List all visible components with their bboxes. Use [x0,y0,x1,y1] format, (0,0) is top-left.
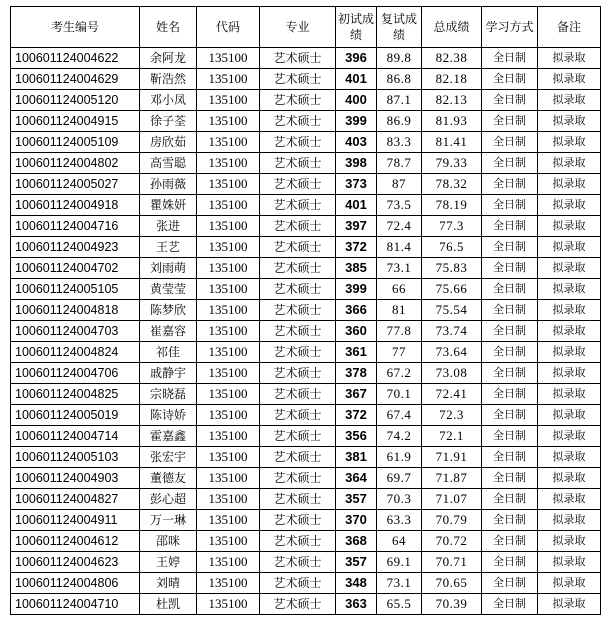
major-cell: 艺术硕士 [260,111,336,132]
table-row [11,531,601,552]
retest-score-cell: 61.9 [377,447,422,468]
total-score-cell: 82.13 [422,90,482,111]
study-mode-cell: 全日制 [482,573,538,594]
table-row [11,510,601,531]
major-cell: 艺术硕士 [260,90,336,111]
note-cell: 拟录取 [538,216,601,237]
note-cell: 拟录取 [538,132,601,153]
total-score-cell: 79.33 [422,153,482,174]
initial-score-cell: 368 [336,531,377,552]
study-mode-cell: 全日制 [482,594,538,615]
retest-score-cell: 66 [377,279,422,300]
note-cell: 拟录取 [538,426,601,447]
code-cell: 135100 [197,384,260,405]
table-row [11,237,601,258]
name-cell: 崔嘉容 [140,321,197,342]
header-retest-score: 复试成绩 [377,7,422,48]
code-cell: 135100 [197,531,260,552]
name-cell: 陈梦欣 [140,300,197,321]
major-cell: 艺术硕士 [260,258,336,279]
code-cell: 135100 [197,594,260,615]
note-cell: 拟录取 [538,510,601,531]
table-row [11,342,601,363]
note-cell: 拟录取 [538,468,601,489]
initial-score-cell: 357 [336,489,377,510]
initial-score-cell: 399 [336,279,377,300]
major-cell: 艺术硕士 [260,195,336,216]
name-cell: 董德友 [140,468,197,489]
exam-id-cell: 100601124004714 [11,426,140,447]
table-row [11,594,601,615]
note-cell: 拟录取 [538,363,601,384]
name-cell: 祁佳 [140,342,197,363]
table-row [11,384,601,405]
major-cell: 艺术硕士 [260,279,336,300]
initial-score-cell: 401 [336,195,377,216]
study-mode-cell: 全日制 [482,510,538,531]
total-score-cell: 75.66 [422,279,482,300]
major-cell: 艺术硕士 [260,447,336,468]
header-initial-score: 初试成绩 [336,7,377,48]
total-score-cell: 70.39 [422,594,482,615]
name-cell: 张进 [140,216,197,237]
name-cell: 徐子荃 [140,111,197,132]
total-score-cell: 82.38 [422,48,482,69]
initial-score-cell: 370 [336,510,377,531]
total-score-cell: 81.93 [422,111,482,132]
initial-score-cell: 401 [336,69,377,90]
code-cell: 135100 [197,132,260,153]
retest-score-cell: 72.4 [377,216,422,237]
header-row [11,7,601,48]
major-cell: 艺术硕士 [260,489,336,510]
initial-score-cell: 398 [336,153,377,174]
retest-score-cell: 70.1 [377,384,422,405]
name-cell: 靳浩然 [140,69,197,90]
major-cell: 艺术硕士 [260,573,336,594]
total-score-cell: 71.91 [422,447,482,468]
major-cell: 艺术硕士 [260,552,336,573]
initial-score-cell: 381 [336,447,377,468]
code-cell: 135100 [197,573,260,594]
retest-score-cell: 73.1 [377,258,422,279]
total-score-cell: 71.87 [422,468,482,489]
study-mode-cell: 全日制 [482,321,538,342]
table-row [11,405,601,426]
note-cell: 拟录取 [538,300,601,321]
initial-score-cell: 373 [336,174,377,195]
table-row [11,48,601,69]
admission-table [10,6,601,615]
code-cell: 135100 [197,195,260,216]
total-score-cell: 72.41 [422,384,482,405]
exam-id-cell: 100601124004702 [11,258,140,279]
header-study-mode: 学习方式 [482,7,538,48]
major-cell: 艺术硕士 [260,132,336,153]
study-mode-cell: 全日制 [482,363,538,384]
study-mode-cell: 全日制 [482,300,538,321]
table-row [11,174,601,195]
code-cell: 135100 [197,300,260,321]
exam-id-cell: 100601124004918 [11,195,140,216]
major-cell: 艺术硕士 [260,300,336,321]
code-cell: 135100 [197,90,260,111]
name-cell: 彭心超 [140,489,197,510]
name-cell: 刘晴 [140,573,197,594]
note-cell: 拟录取 [538,531,601,552]
total-score-cell: 72.1 [422,426,482,447]
study-mode-cell: 全日制 [482,489,538,510]
exam-id-cell: 100601124004806 [11,573,140,594]
study-mode-cell: 全日制 [482,132,538,153]
exam-id-cell: 100601124004923 [11,237,140,258]
code-cell: 135100 [197,342,260,363]
exam-id-cell: 100601124004622 [11,48,140,69]
retest-score-cell: 86.9 [377,111,422,132]
retest-score-cell: 70.3 [377,489,422,510]
exam-id-cell: 100601124004915 [11,111,140,132]
table-row [11,363,601,384]
retest-score-cell: 63.3 [377,510,422,531]
study-mode-cell: 全日制 [482,426,538,447]
code-cell: 135100 [197,552,260,573]
major-cell: 艺术硕士 [260,321,336,342]
major-cell: 艺术硕士 [260,363,336,384]
retest-score-cell: 83.3 [377,132,422,153]
study-mode-cell: 全日制 [482,237,538,258]
table-row [11,300,601,321]
exam-id-cell: 100601124004706 [11,363,140,384]
exam-id-cell: 100601124004629 [11,69,140,90]
initial-score-cell: 366 [336,300,377,321]
initial-score-cell: 357 [336,552,377,573]
total-score-cell: 75.54 [422,300,482,321]
name-cell: 黄莹莹 [140,279,197,300]
header-note: 备注 [538,7,601,48]
name-cell: 刘雨萌 [140,258,197,279]
major-cell: 艺术硕士 [260,594,336,615]
study-mode-cell: 全日制 [482,48,538,69]
retest-score-cell: 81 [377,300,422,321]
retest-score-cell: 73.1 [377,573,422,594]
retest-score-cell: 77 [377,342,422,363]
initial-score-cell: 361 [336,342,377,363]
name-cell: 邓小凤 [140,90,197,111]
total-score-cell: 70.71 [422,552,482,573]
exam-id-cell: 100601124004710 [11,594,140,615]
major-cell: 艺术硕士 [260,426,336,447]
code-cell: 135100 [197,279,260,300]
code-cell: 135100 [197,426,260,447]
exam-id-cell: 100601124005109 [11,132,140,153]
study-mode-cell: 全日制 [482,279,538,300]
major-cell: 艺术硕士 [260,384,336,405]
name-cell: 房欣茹 [140,132,197,153]
initial-score-cell: 385 [336,258,377,279]
study-mode-cell: 全日制 [482,174,538,195]
total-score-cell: 72.3 [422,405,482,426]
table-header [11,7,601,48]
retest-score-cell: 73.5 [377,195,422,216]
study-mode-cell: 全日制 [482,468,538,489]
exam-id-cell: 100601124004623 [11,552,140,573]
total-score-cell: 70.72 [422,531,482,552]
retest-score-cell: 87 [377,174,422,195]
note-cell: 拟录取 [538,258,601,279]
exam-id-cell: 100601124004825 [11,384,140,405]
table-row [11,447,601,468]
name-cell: 戚静宇 [140,363,197,384]
note-cell: 拟录取 [538,447,601,468]
initial-score-cell: 400 [336,90,377,111]
initial-score-cell: 403 [336,132,377,153]
name-cell: 瞿姝妍 [140,195,197,216]
total-score-cell: 70.79 [422,510,482,531]
table-row [11,468,601,489]
total-score-cell: 78.32 [422,174,482,195]
study-mode-cell: 全日制 [482,258,538,279]
initial-score-cell: 363 [336,594,377,615]
exam-id-cell: 100601124004911 [11,510,140,531]
note-cell: 拟录取 [538,573,601,594]
retest-score-cell: 67.2 [377,363,422,384]
name-cell: 高雪聪 [140,153,197,174]
exam-id-cell: 100601124005019 [11,405,140,426]
retest-score-cell: 69.7 [377,468,422,489]
study-mode-cell: 全日制 [482,531,538,552]
initial-score-cell: 364 [336,468,377,489]
major-cell: 艺术硕士 [260,405,336,426]
retest-score-cell: 64 [377,531,422,552]
retest-score-cell: 65.5 [377,594,422,615]
table-row [11,195,601,216]
total-score-cell: 70.65 [422,573,482,594]
table-body [11,48,601,615]
retest-score-cell: 77.8 [377,321,422,342]
total-score-cell: 78.19 [422,195,482,216]
study-mode-cell: 全日制 [482,447,538,468]
code-cell: 135100 [197,216,260,237]
exam-id-cell: 100601124004824 [11,342,140,363]
code-cell: 135100 [197,510,260,531]
study-mode-cell: 全日制 [482,111,538,132]
note-cell: 拟录取 [538,405,601,426]
exam-id-cell: 100601124004827 [11,489,140,510]
retest-score-cell: 86.8 [377,69,422,90]
note-cell: 拟录取 [538,111,601,132]
major-cell: 艺术硕士 [260,531,336,552]
major-cell: 艺术硕士 [260,153,336,174]
exam-id-cell: 100601124004818 [11,300,140,321]
retest-score-cell: 89.8 [377,48,422,69]
major-cell: 艺术硕士 [260,237,336,258]
total-score-cell: 76.5 [422,237,482,258]
total-score-cell: 71.07 [422,489,482,510]
total-score-cell: 77.3 [422,216,482,237]
code-cell: 135100 [197,69,260,90]
total-score-cell: 73.74 [422,321,482,342]
major-cell: 艺术硕士 [260,216,336,237]
exam-id-cell: 100601124004802 [11,153,140,174]
table-row [11,489,601,510]
note-cell: 拟录取 [538,552,601,573]
table-row [11,90,601,111]
code-cell: 135100 [197,489,260,510]
header-code: 代码 [197,7,260,48]
name-cell: 杜凯 [140,594,197,615]
study-mode-cell: 全日制 [482,216,538,237]
exam-id-cell: 100601124005105 [11,279,140,300]
initial-score-cell: 348 [336,573,377,594]
exam-id-cell: 100601124004703 [11,321,140,342]
note-cell: 拟录取 [538,594,601,615]
study-mode-cell: 全日制 [482,384,538,405]
header-total-score: 总成绩 [422,7,482,48]
study-mode-cell: 全日制 [482,342,538,363]
note-cell: 拟录取 [538,90,601,111]
code-cell: 135100 [197,237,260,258]
study-mode-cell: 全日制 [482,405,538,426]
table-row [11,69,601,90]
table-row [11,153,601,174]
initial-score-cell: 367 [336,384,377,405]
name-cell: 张宏宇 [140,447,197,468]
initial-score-cell: 396 [336,48,377,69]
code-cell: 135100 [197,174,260,195]
table-row [11,216,601,237]
study-mode-cell: 全日制 [482,90,538,111]
name-cell: 王婷 [140,552,197,573]
initial-score-cell: 378 [336,363,377,384]
study-mode-cell: 全日制 [482,552,538,573]
note-cell: 拟录取 [538,174,601,195]
major-cell: 艺术硕士 [260,342,336,363]
note-cell: 拟录取 [538,279,601,300]
name-cell: 余阿龙 [140,48,197,69]
name-cell: 霍嘉鑫 [140,426,197,447]
code-cell: 135100 [197,405,260,426]
table-row [11,258,601,279]
table-row [11,279,601,300]
study-mode-cell: 全日制 [482,195,538,216]
code-cell: 135100 [197,468,260,489]
initial-score-cell: 372 [336,237,377,258]
retest-score-cell: 69.1 [377,552,422,573]
retest-score-cell: 67.4 [377,405,422,426]
exam-id-cell: 100601124004612 [11,531,140,552]
initial-score-cell: 372 [336,405,377,426]
table-row [11,426,601,447]
major-cell: 艺术硕士 [260,468,336,489]
initial-score-cell: 399 [336,111,377,132]
name-cell: 宗晓磊 [140,384,197,405]
total-score-cell: 82.18 [422,69,482,90]
study-mode-cell: 全日制 [482,69,538,90]
code-cell: 135100 [197,363,260,384]
note-cell: 拟录取 [538,384,601,405]
code-cell: 135100 [197,321,260,342]
note-cell: 拟录取 [538,195,601,216]
header-name: 姓名 [140,7,197,48]
note-cell: 拟录取 [538,321,601,342]
table-row [11,111,601,132]
retest-score-cell: 81.4 [377,237,422,258]
study-mode-cell: 全日制 [482,153,538,174]
major-cell: 艺术硕士 [260,69,336,90]
note-cell: 拟录取 [538,48,601,69]
major-cell: 艺术硕士 [260,510,336,531]
major-cell: 艺术硕士 [260,174,336,195]
table-row [11,132,601,153]
table-row [11,573,601,594]
exam-id-cell: 100601124005103 [11,447,140,468]
code-cell: 135100 [197,111,260,132]
total-score-cell: 73.08 [422,363,482,384]
name-cell: 陈诗娇 [140,405,197,426]
initial-score-cell: 397 [336,216,377,237]
header-major: 专业 [260,7,336,48]
total-score-cell: 75.83 [422,258,482,279]
major-cell: 艺术硕士 [260,48,336,69]
total-score-cell: 81.41 [422,132,482,153]
exam-id-cell: 100601124005120 [11,90,140,111]
note-cell: 拟录取 [538,69,601,90]
name-cell: 孙雨薇 [140,174,197,195]
name-cell: 邵咪 [140,531,197,552]
total-score-cell: 73.64 [422,342,482,363]
initial-score-cell: 360 [336,321,377,342]
exam-id-cell: 100601124004716 [11,216,140,237]
note-cell: 拟录取 [538,489,601,510]
code-cell: 135100 [197,48,260,69]
note-cell: 拟录取 [538,153,601,174]
note-cell: 拟录取 [538,342,601,363]
code-cell: 135100 [197,153,260,174]
code-cell: 135100 [197,447,260,468]
note-cell: 拟录取 [538,237,601,258]
name-cell: 万一琳 [140,510,197,531]
retest-score-cell: 78.7 [377,153,422,174]
exam-id-cell: 100601124004903 [11,468,140,489]
retest-score-cell: 74.2 [377,426,422,447]
exam-id-cell: 100601124005027 [11,174,140,195]
name-cell: 王艺 [140,237,197,258]
table-row [11,321,601,342]
retest-score-cell: 87.1 [377,90,422,111]
initial-score-cell: 356 [336,426,377,447]
code-cell: 135100 [197,258,260,279]
table-row [11,552,601,573]
header-exam-id: 考生编号 [11,7,140,48]
